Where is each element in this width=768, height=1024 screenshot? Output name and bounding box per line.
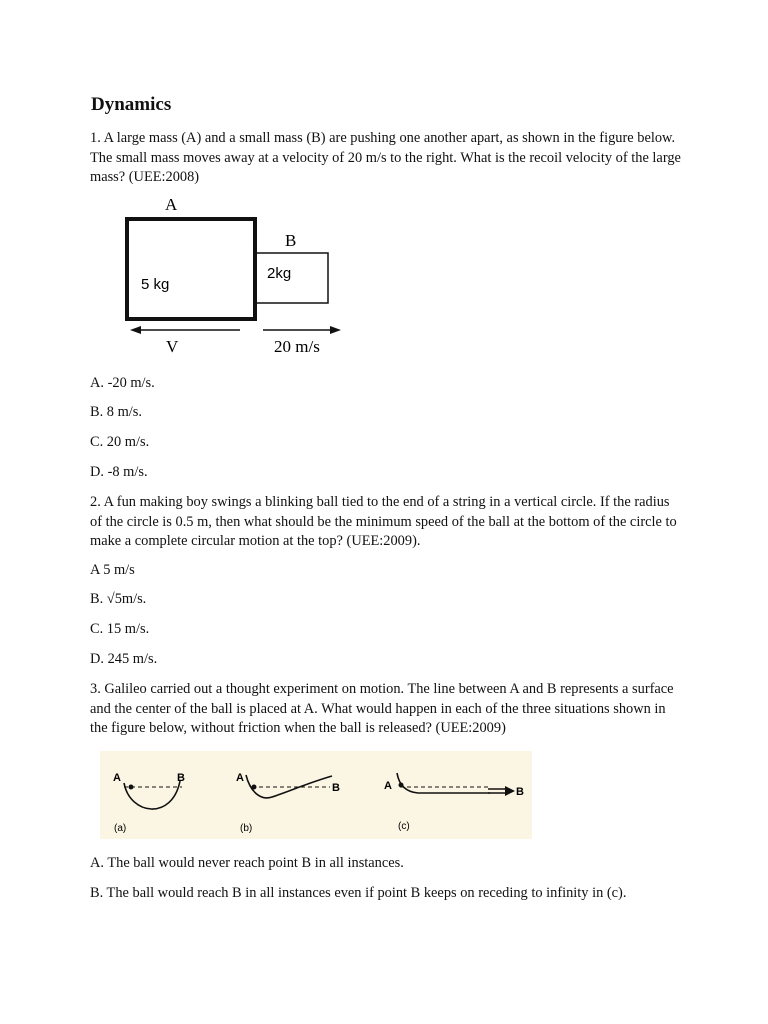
question-3-option: B. The ball would reach B in all instances even if point B keeps on receding to infinity in (c). xyxy=(90,885,627,901)
page-title: Dynamics xyxy=(91,94,172,115)
question-2-option: A 5 m/s xyxy=(90,562,135,578)
point-b-label: B xyxy=(177,772,185,784)
question-3-text: 3. Galileo carried out a thought experiment on motion. The line between A and B represents a surface and the center of the ball is placed at A. What would happen in each of the three situations shown in the figure below, without friction when the ball is released? (UEE:2009) xyxy=(90,681,674,736)
point-a-label: A xyxy=(384,780,392,792)
question-2-option: D. 245 m/s. xyxy=(90,651,158,667)
small-mass-block xyxy=(255,253,328,303)
figure-label-b: B xyxy=(285,231,297,250)
ball-icon xyxy=(399,783,404,788)
point-b-label: B xyxy=(516,786,524,798)
right-arrow xyxy=(263,326,341,334)
question-1-option: C. 20 m/s. xyxy=(90,434,150,450)
panel-c-label: (c) xyxy=(398,821,410,832)
question-1-option: A. -20 m/s. xyxy=(90,375,155,391)
question-1-text: 1. A large mass (A) and a small mass (B) are pushing one another apart, as shown in the figure below. The small mass moves away at a velocity of 20 m/s to the right. What is the recoil velocity of the large mass? (UEE:2008) xyxy=(90,130,681,185)
ball-icon xyxy=(129,785,134,790)
point-b-label: B xyxy=(332,782,340,794)
question-1-option: B. 8 m/s. xyxy=(90,404,142,420)
panel-a-label: (a) xyxy=(114,823,127,834)
recoil-velocity-label: V xyxy=(166,337,179,356)
question-1-figure xyxy=(110,192,350,362)
question-2-text: 2. A fun making boy swings a blinking ball tied to the end of a string in a vertical circle. If the radius of the circle is 0.5 m, then what should be the minimum speed of the ball at the bottom of the circle to make a complete circular motion at the top? (UEE:2009). xyxy=(90,494,677,549)
figure-label-a: A xyxy=(165,195,178,214)
question-3-option: A. The ball would never reach point B in all instances. xyxy=(90,855,404,871)
small-mass-label: 2kg xyxy=(267,265,292,282)
question-3-figure xyxy=(100,751,532,839)
panel-b-label: (b) xyxy=(240,823,253,834)
question-2-option: B. √5m/s. xyxy=(90,591,147,607)
left-arrow xyxy=(130,326,240,334)
small-mass-velocity-label: 20 m/s xyxy=(274,337,320,356)
large-mass-label: 5 kg xyxy=(141,276,170,293)
point-a-label: A xyxy=(236,772,244,784)
question-1-option: D. -8 m/s. xyxy=(90,464,148,480)
question-2-option: C. 15 m/s. xyxy=(90,621,150,637)
large-mass-block xyxy=(127,219,255,319)
figure-background xyxy=(100,751,532,839)
point-a-label: A xyxy=(113,772,121,784)
ball-icon xyxy=(252,785,257,790)
